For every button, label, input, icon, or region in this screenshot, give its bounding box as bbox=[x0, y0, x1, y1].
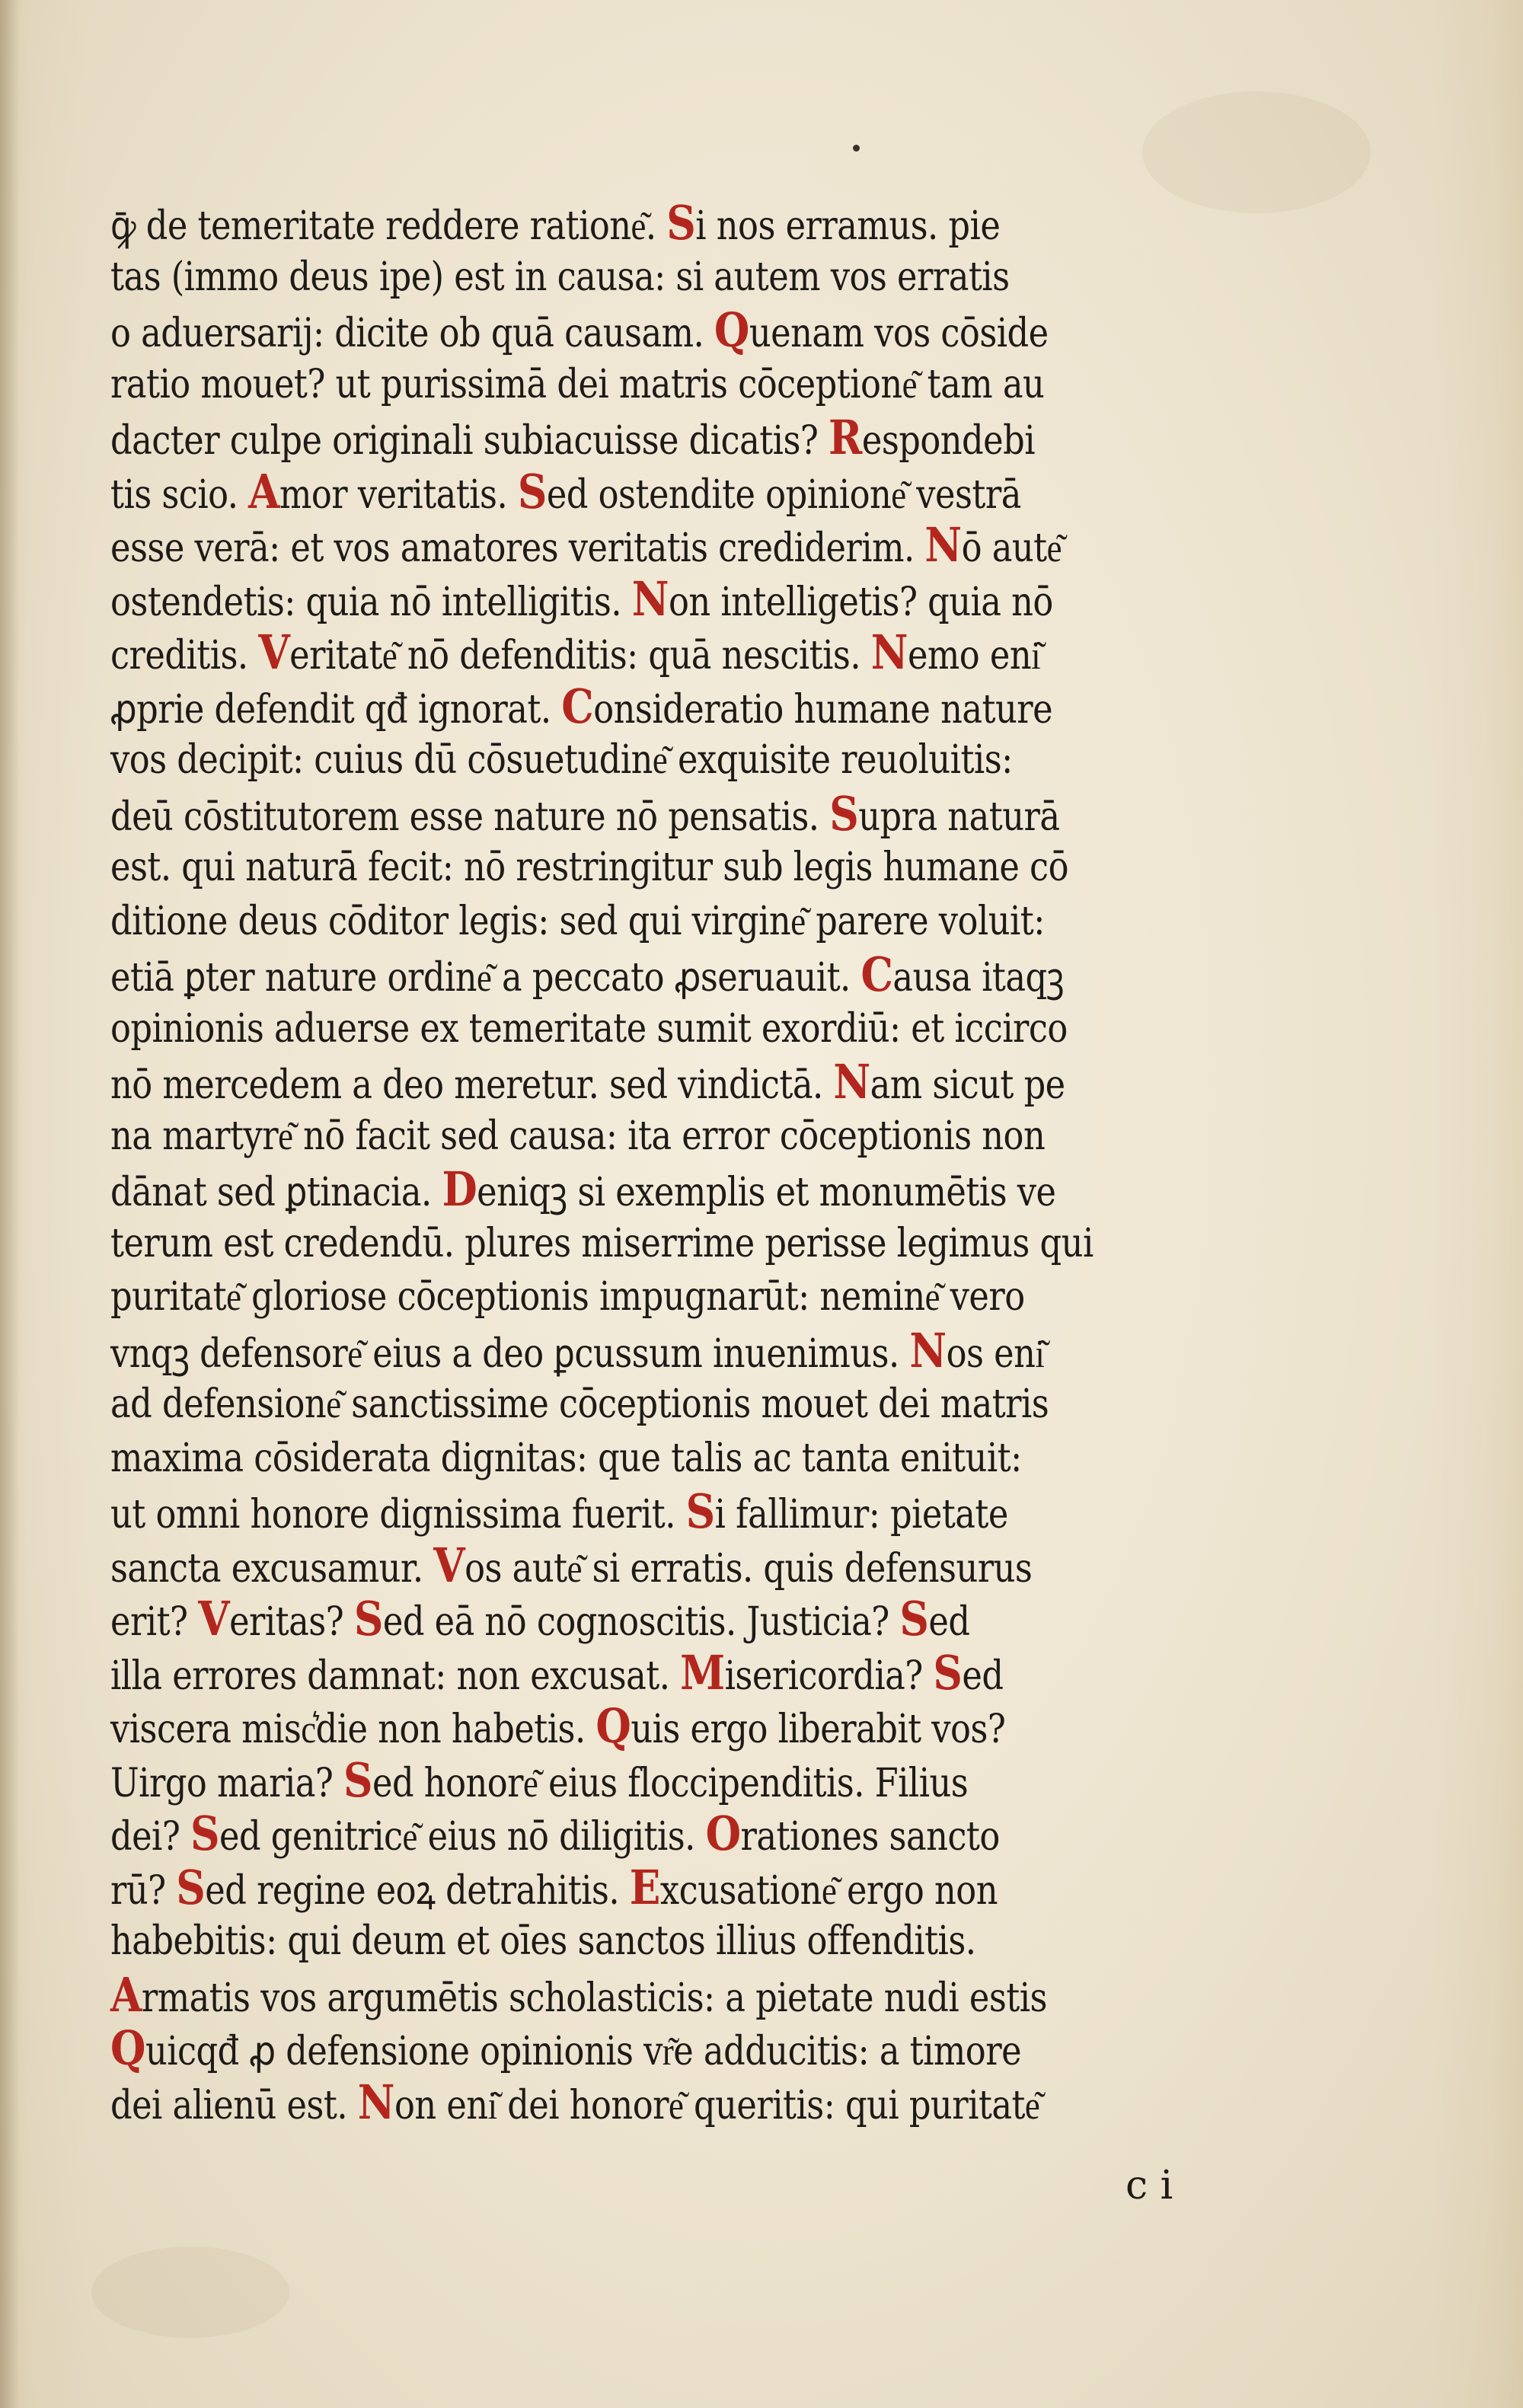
text-line bbox=[110, 1646, 1113, 1701]
text-segment: ed genitrice͂ eius nō diligitis. bbox=[219, 1814, 706, 1860]
text-segment: i nos erramus. pie bbox=[695, 203, 1001, 249]
text-line bbox=[110, 1861, 1113, 1915]
text-line bbox=[110, 841, 1113, 895]
text-segment: viscera misc͛die non habetis. bbox=[110, 1707, 596, 1752]
text-segment: onsideratio humane nature bbox=[593, 686, 1053, 733]
text-segment: erit? bbox=[110, 1599, 199, 1645]
text-line bbox=[110, 733, 1113, 787]
text-segment: o aduersarij: dicite ob quā causam. bbox=[110, 311, 714, 356]
text-segment: ed honore͂ eius floccipenditis. Filius bbox=[372, 1760, 969, 1806]
text-line bbox=[110, 2022, 1113, 2076]
text-segment: am sicut pe bbox=[870, 1062, 1065, 1108]
text-line bbox=[110, 570, 1113, 627]
text-line bbox=[110, 1539, 1113, 1593]
rubricated-initial: N bbox=[833, 1054, 870, 1110]
text-line bbox=[110, 948, 1113, 1002]
text-segment: dacter culpe originali subiacuisse dicatis? bbox=[110, 418, 829, 464]
rubricated-initial: C bbox=[860, 947, 893, 1002]
text-segment: creditis. bbox=[110, 633, 259, 679]
rubricated-initial: N bbox=[357, 2074, 394, 2130]
text-segment: mor veritatis. bbox=[279, 471, 518, 518]
text-segment: i fallimur: pietate bbox=[714, 1492, 1008, 1538]
paper-stain bbox=[1142, 91, 1371, 213]
text-segment: etiā ꝑter nature ordine͂ a peccato ꝓseruauit. bbox=[110, 955, 861, 1001]
text-line bbox=[110, 251, 1113, 305]
text-segment: vos decipit: cuius dū cōsuetudine͂ exquisite reuoluitis: bbox=[110, 737, 1013, 783]
text-segment: esse verā: et vos amatores veritatis crediderim. bbox=[110, 525, 925, 571]
rubricated-initial: S bbox=[176, 1859, 206, 1915]
rubricated-initial: S bbox=[829, 785, 859, 842]
text-line bbox=[110, 895, 1113, 949]
text-segment: ꝙ̄ de temeritate reddere ratione͂. bbox=[110, 203, 667, 249]
text-segment: emo eni͂ bbox=[907, 633, 1041, 679]
text-segment: isericordia? bbox=[724, 1653, 934, 1699]
text-segment: on intelligetis? quia nō bbox=[668, 579, 1053, 625]
text-segment: ed ostendite opinione͂ vestrā bbox=[546, 471, 1021, 518]
text-line bbox=[110, 1915, 1113, 1969]
text-segment: uenam vos cōside bbox=[749, 311, 1049, 356]
text-line bbox=[110, 411, 1113, 465]
text-line bbox=[110, 2076, 1113, 2130]
rubricated-initial: Q bbox=[714, 302, 749, 358]
text-segment: ditione deus cōditor legis: sed qui virgine͂ parere voluit: bbox=[110, 898, 1045, 944]
rubricated-initial: Q bbox=[595, 1698, 631, 1754]
text-line bbox=[110, 1592, 1113, 1646]
rubricated-initial: M bbox=[680, 1644, 725, 1701]
text-line bbox=[110, 626, 1113, 680]
text-segment: eritas? bbox=[229, 1599, 354, 1645]
rubricated-initial: S bbox=[933, 1644, 963, 1701]
text-segment: on eni͂ dei honore͂ queritis: qui puritate͂ bbox=[394, 2082, 1040, 2129]
text-segment: ed eā nō cognoscitis. Justicia? bbox=[382, 1599, 900, 1645]
text-line bbox=[110, 465, 1113, 519]
text-line bbox=[110, 1217, 1113, 1271]
text-segment: ꝓprie defendit qđ ignorat. bbox=[110, 686, 562, 733]
rubricated-initial: N bbox=[924, 517, 962, 573]
rubricated-initial: S bbox=[190, 1806, 220, 1861]
text-line bbox=[110, 1270, 1113, 1324]
text-line bbox=[110, 1110, 1113, 1164]
text-segment: vnqꝫ defensore͂ eius a deo ꝑcussum inuenimus. bbox=[110, 1330, 910, 1377]
text-segment: os eni͂ bbox=[946, 1330, 1045, 1377]
printed-dot bbox=[853, 145, 860, 152]
text-line bbox=[110, 1807, 1113, 1861]
text-segment: rū? bbox=[110, 1867, 177, 1914]
text-segment: sancta excusamur. bbox=[110, 1545, 434, 1592]
text-segment: dei? bbox=[110, 1814, 191, 1860]
text-segment: maxima cōsiderata dignitas: que talis ac tanta enituit: bbox=[110, 1435, 1022, 1481]
text-segment: ratio mouet? ut purissimā dei matris cōceptione͂ tam au bbox=[110, 361, 1045, 407]
text-segment: nō mercedem a deo meretur. sed vindictā. bbox=[110, 1062, 834, 1108]
text-segment: eritate͂ nō defenditis: quā nescitis. bbox=[289, 633, 871, 679]
text-segment: uis ergo liberabit vos? bbox=[631, 1707, 1006, 1752]
rubricated-initial: S bbox=[517, 463, 547, 519]
text-segment: ostendetis: quia nō intelligitis. bbox=[110, 579, 632, 625]
text-segment: opinionis aduerse ex temeritate sumit exordiū: et iccirco bbox=[110, 1005, 1068, 1052]
text-segment: ausa itaqꝫ bbox=[892, 955, 1064, 1001]
text-segment: xcusatione͂ ergo non bbox=[659, 1867, 998, 1914]
text-segment: rationes sancto bbox=[740, 1814, 1000, 1860]
text-segment: eniqꝫ si exemplis et monumētis ve bbox=[477, 1170, 1056, 1215]
rubricated-initial: V bbox=[198, 1591, 230, 1646]
text-segment: ed bbox=[962, 1653, 1004, 1699]
text-segment: puritate͂ gloriose cōceptionis impugnarūt: nemine͂ vero bbox=[110, 1274, 1025, 1320]
text-segment: ad defensione͂ sanctissime cōceptionis mouet dei matris bbox=[110, 1381, 1049, 1427]
text-segment: ed bbox=[928, 1599, 970, 1645]
text-segment: tis scio. bbox=[110, 471, 249, 518]
paper-stain bbox=[91, 2247, 289, 2338]
text-line bbox=[110, 358, 1113, 412]
rubricated-initial: N bbox=[870, 624, 908, 680]
text-line bbox=[110, 680, 1113, 734]
rubricated-initial: N bbox=[909, 1322, 947, 1378]
text-line bbox=[110, 1754, 1113, 1808]
text-line bbox=[110, 1432, 1113, 1486]
text-line bbox=[110, 1700, 1113, 1754]
text-segment: upra naturā bbox=[858, 794, 1060, 840]
text-segment: ut omni honore dignissima fuerit. bbox=[110, 1492, 686, 1538]
text-block bbox=[110, 196, 1276, 2129]
text-segment: espondebi bbox=[861, 418, 1036, 464]
rubricated-initial: A bbox=[110, 1966, 142, 2023]
rubricated-initial: S bbox=[343, 1752, 373, 1808]
rubricated-initial: V bbox=[258, 624, 290, 680]
text-line bbox=[110, 519, 1113, 573]
text-segment: tas (immo deus ipe) est in causa: si autem vos erratis bbox=[110, 254, 1010, 300]
text-line bbox=[110, 1002, 1113, 1056]
rubricated-initial: S bbox=[666, 195, 696, 251]
text-line bbox=[110, 1378, 1113, 1432]
text-segment: uicqđ ꝓ defensione opinionis vr͂e adducitis: a timore bbox=[145, 2029, 1022, 2074]
text-line bbox=[110, 196, 1113, 251]
rubricated-initial: S bbox=[353, 1591, 383, 1646]
rubricated-initial: V bbox=[433, 1537, 465, 1593]
text-line bbox=[110, 1055, 1113, 1110]
text-line bbox=[110, 304, 1113, 358]
text-segment: illa errores damnat: non excusat. bbox=[110, 1653, 681, 1699]
rubricated-initial: A bbox=[248, 463, 280, 519]
text-segment: terum est credendū. plures miserrime perisse legimus qui bbox=[110, 1220, 1094, 1266]
rubricated-initial: N bbox=[631, 570, 669, 627]
text-segment: Uirgo maria? bbox=[110, 1760, 344, 1806]
text-segment: deū cōstitutorem esse nature nō pensatis. bbox=[110, 794, 830, 840]
text-line bbox=[110, 1324, 1113, 1378]
rubricated-initial: R bbox=[829, 410, 862, 465]
rubricated-initial: D bbox=[442, 1161, 477, 1217]
text-segment: ed regine eoꝝ detrahitis. bbox=[205, 1867, 630, 1914]
rubricated-initial: C bbox=[561, 678, 594, 734]
text-segment: rmatis vos argumētis scholasticis: a pietate nudi estis bbox=[141, 1975, 1047, 2021]
text-segment: na martyre͂ nō facit sed causa: ita error cōceptionis non bbox=[110, 1113, 1046, 1159]
rubricated-initial: E bbox=[629, 1859, 660, 1915]
text-line bbox=[110, 1966, 1113, 2023]
text-line bbox=[110, 787, 1113, 842]
text-segment: ō aute͂ bbox=[961, 525, 1062, 571]
rubricated-initial: S bbox=[685, 1483, 715, 1539]
rubricated-initial: Q bbox=[110, 2020, 145, 2076]
text-segment: os aute͂ si erratis. quis defensurus bbox=[465, 1545, 1033, 1592]
text-segment: dei alienū est. bbox=[110, 2082, 358, 2129]
spine-shadow bbox=[0, 0, 20, 2408]
text-line bbox=[110, 1485, 1113, 1539]
text-segment: dānat sed ꝑtinacia. bbox=[110, 1170, 442, 1215]
text-line bbox=[110, 1163, 1113, 1217]
rubricated-initial: O bbox=[705, 1806, 741, 1861]
text-segment: est. qui naturā fecit: nō restringitur sub legis humane cō bbox=[110, 845, 1069, 890]
signature-mark: c i bbox=[1125, 2163, 1173, 2208]
text-segment: habebitis: qui deum et oīes sanctos illius offenditis. bbox=[110, 1918, 976, 1964]
rubricated-initial: S bbox=[899, 1591, 929, 1646]
